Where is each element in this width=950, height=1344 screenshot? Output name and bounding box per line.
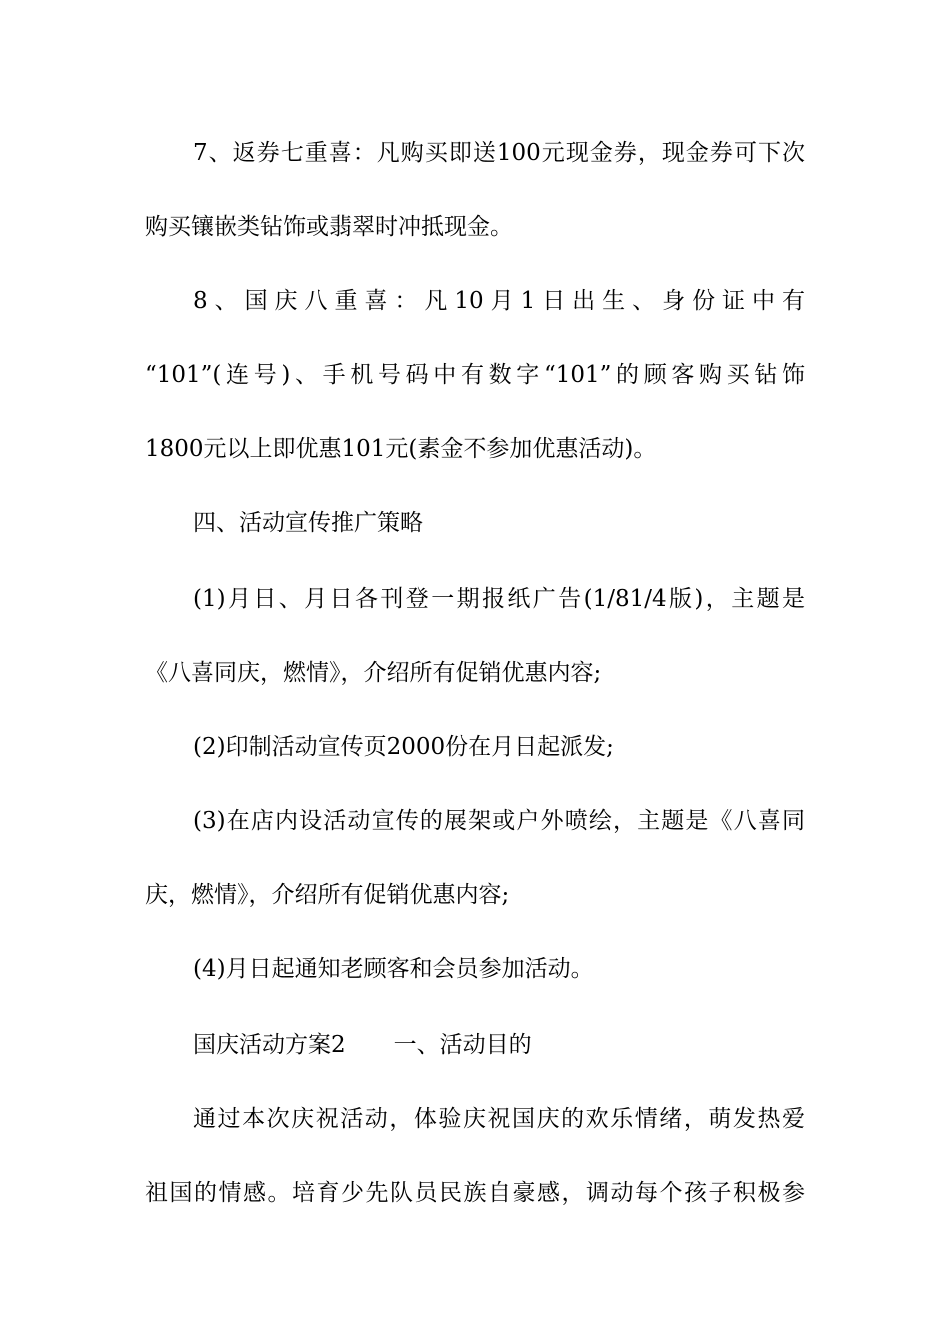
section-heading: 一、活动目的 bbox=[393, 1032, 532, 1058]
paragraph-line: (1)月日、月日各刊登一期报纸广告(1/81/4版)，主题是 bbox=[193, 586, 805, 612]
paragraph-line: (2)印制活动宣传页2000份在月日起派发; bbox=[193, 734, 614, 760]
paragraph-line: “101”(连号)、手机号码中有数字“101”的顾客购买钻饰 bbox=[145, 362, 805, 388]
paragraph-line: 祖国的情感。培育少先队员民族自豪感，调动每个孩子积极参 bbox=[145, 1180, 805, 1206]
section-heading: 四、活动宣传推广策略 bbox=[193, 510, 423, 536]
paragraph-line: 购买镶嵌类钻饰或翡翠时冲抵现金。 bbox=[145, 214, 513, 240]
paragraph-line: 《八喜同庆，燃情》，介绍所有促销优惠内容; bbox=[145, 660, 602, 686]
paragraph-line: (3)在店内设活动宣传的展架或户外喷绘，主题是《八喜同 bbox=[193, 808, 805, 834]
paragraph-line: 通过本次庆祝活动，体验庆祝国庆的欢乐情绪，萌发热爱 bbox=[193, 1106, 805, 1132]
plan-heading-line bbox=[193, 1030, 805, 1060]
paragraph-line: 1800元以上即优惠101元(素金不参加优惠活动)。 bbox=[145, 436, 657, 462]
paragraph-line: 8、国庆八重喜：凡10月1日出生、身份证中有 bbox=[193, 288, 805, 314]
plan-title: 国庆活动方案2 bbox=[193, 1032, 346, 1058]
paragraph-line: 庆，燃情》，介绍所有促销优惠内容; bbox=[145, 882, 510, 908]
paragraph-line: 7、返券七重喜：凡购买即送100元现金券，现金券可下次 bbox=[193, 140, 805, 166]
paragraph-line: (4)月日起通知老顾客和会员参加活动。 bbox=[193, 956, 594, 982]
